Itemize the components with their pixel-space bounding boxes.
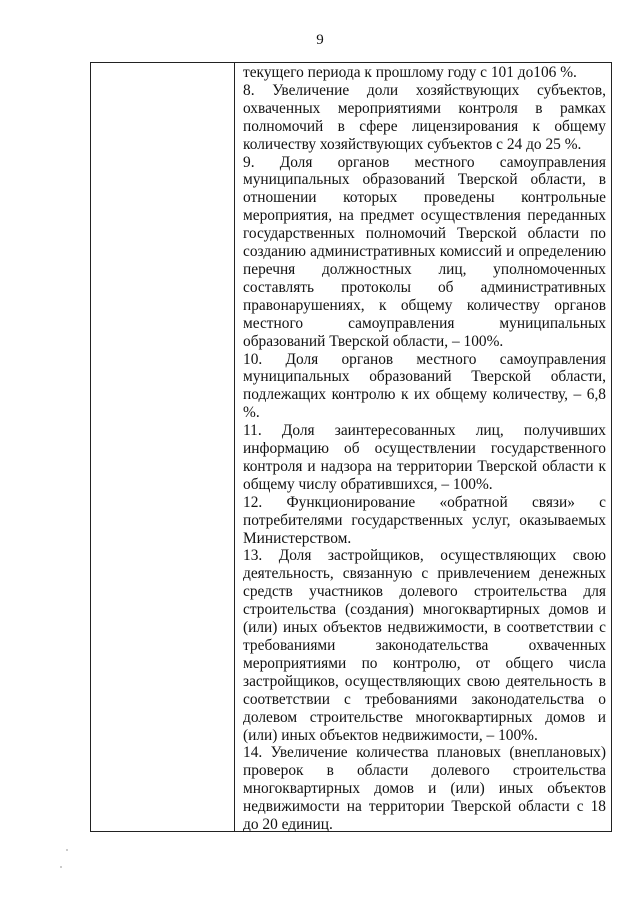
scan-speck — [66, 849, 68, 851]
scan-speck — [60, 866, 62, 868]
paragraph-item-14: 14. Увеличение количества плановых (внеплановых) проверок в области долевого строительства многоквартирных домов и (или) иных объектов недвижимости на территории Тверской области с 18 до 20 единиц. — [243, 744, 606, 834]
paragraph-item-9: 9. Доля органов местного самоуправления муниципальных образований Тверской области, в отношении которых проведены контрольные мероприятия, на предмет осуществления переданных государственных полномочий Тверской области по созданию административных комиссий и определению перечня должностных лиц, уполномоченных составлять протоколы об административных правонарушениях, к общему количеству органов местного самоуправления муниципальных образований Тверской области, – 100%. — [243, 153, 606, 350]
document-table — [90, 62, 612, 832]
paragraph-item-11: 11. Доля заинтересованных лиц, получивших информацию об осуществлении государственного контроля и надзора на территории Тверской области к общему числу обратившихся, – 100%. — [243, 422, 606, 493]
paragraph-item-12: 12. Функционирование «обратной связи» с потребителями государственных услуг, оказываемых Министерством. — [243, 493, 606, 547]
paragraph-item-8: 8. Увеличение доли хозяйствующих субъектов, охваченных мероприятиями контроля в рамках полномочий в сфере лицензирования к общему количеству хозяйствующих субъектов с 24 до 25 %. — [243, 81, 606, 153]
table-left-cell — [91, 63, 235, 831]
paragraph-continuation: текущего периода к прошлому году с 101 до106 %. — [243, 64, 577, 81]
paragraph-item-10: 10. Доля органов местного самоуправления муниципальных образований Тверской области, подлежащих контролю к их общему количеству, – 6,8 %. — [243, 350, 606, 422]
page-number: 9 — [316, 32, 324, 48]
table-right-cell — [235, 63, 611, 834]
paragraph-item-13: 13. Доля застройщиков, осуществляющих свою деятельность, связанную с привлечением денежных средств участников долевого строительства для строительства (создания) многоквартирных домов и (или) иных объектов недвижимости, в соответствии с требованиями законодательства охваченных мероприятиями по контролю, от общего числа застройщиков, осуществляющих свою деятельность в соответствии с требованиями законодательства о долевом строительстве многоквартирных домов и (или) иных объектов недвижимости, – 100%. — [243, 547, 606, 744]
